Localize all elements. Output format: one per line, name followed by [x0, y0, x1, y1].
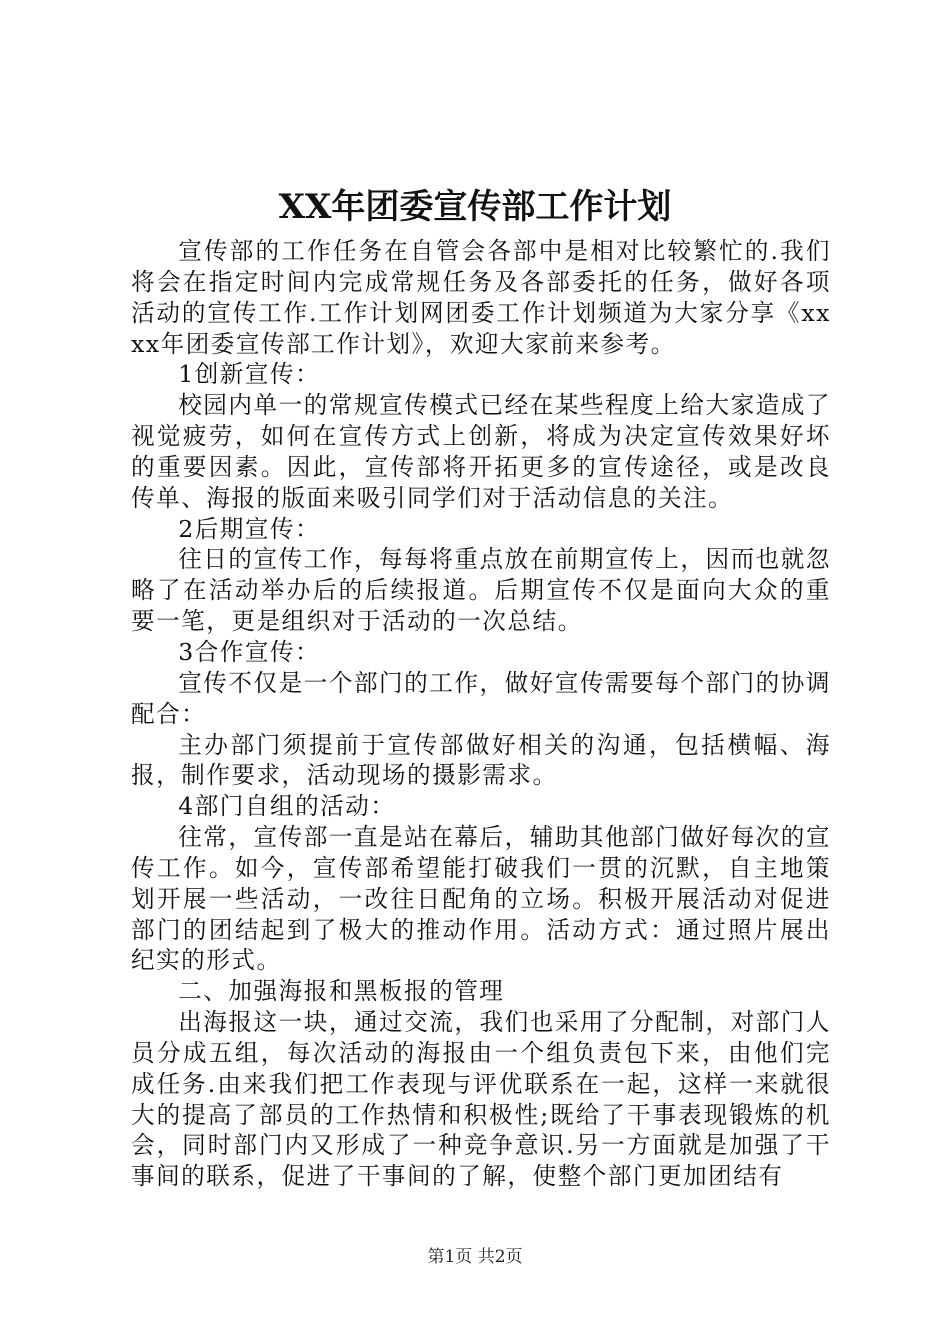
section-paragraph-3a: 宣传不仅是一个部门的工作，做好宣传需要每个部门的协调配合：	[131, 668, 831, 728]
section-paragraph-2: 往日的宣传工作，每每将重点放在前期宣传上，因而也就忽略了在活动举办后的后续报道。后期宣传不仅是面向大众的重要一笔，更是组织对于活动的一次总结。	[131, 545, 831, 636]
section-paragraph-5: 出海报这一块，通过交流，我们也采用了分配制，对部门人员分成五组，每次活动的海报由一个组负责包下来，由他们完成任务.由来我们把工作表现与评优联系在一起，这样一来就很大的提高了部员的工作热情和积极性;既给了干事表现锻炼的机会，同时部门内又形成了一种竞争意识.另一方面就是加强了干事间的联系，促进了干事间的了解，使整个部门更加团结有	[131, 1008, 831, 1191]
document-title: XX年团委宣传部工作计划	[278, 187, 672, 227]
section-paragraph-1: 校园内单一的常规宣传模式已经在某些程度上给大家造成了视觉疲劳，如何在宣传方式上创新，将成为决定宣传效果好坏的重要因素。因此，宣传部将开拓更多的宣传途径，或是改良传单、海报的版面来吸引同学们对于活动信息的关注。	[131, 391, 831, 512]
section-paragraph-4: 往常，宣传部一直是站在幕后，辅助其他部门做好每次的宣传工作。如今，宣传部希望能打破我们一贯的沉默，自主地策划开展一些活动，一改往日配角的立场。积极开展活动对促进部门的团结起到了极大的推动作用。活动方式：通过照片展出纪实的形式。	[131, 823, 831, 975]
section-heading-3: 3合作宣传：	[178, 637, 321, 666]
section-heading-4: 4部门自组的活动：	[178, 792, 396, 821]
section-heading-1: 1创新宣传：	[178, 360, 321, 389]
page-total: 共2页	[477, 1247, 523, 1267]
section-heading-2: 2后期宣传：	[178, 514, 321, 543]
page-footer	[0, 1245, 950, 1269]
document-body	[131, 236, 831, 1192]
intro-paragraph: 宣传部的工作任务在自管会各部中是相对比较繁忙的.我们将会在指定时间内完成常规任务及各部委托的任务，做好各项活动的宣传工作.工作计划网团委工作计划频道为大家分享《xxxx年团委宣传部工作计划》，欢迎大家前来参考。	[131, 237, 831, 358]
page-number: 第1页	[427, 1247, 473, 1267]
section-heading-5: 二、加强海报和黑板报的管理	[178, 977, 505, 1006]
section-paragraph-3b: 主办部门须提前于宣传部做好相关的沟通，包括横幅、海报，制作要求，活动现场的摄影需求。	[131, 730, 831, 790]
